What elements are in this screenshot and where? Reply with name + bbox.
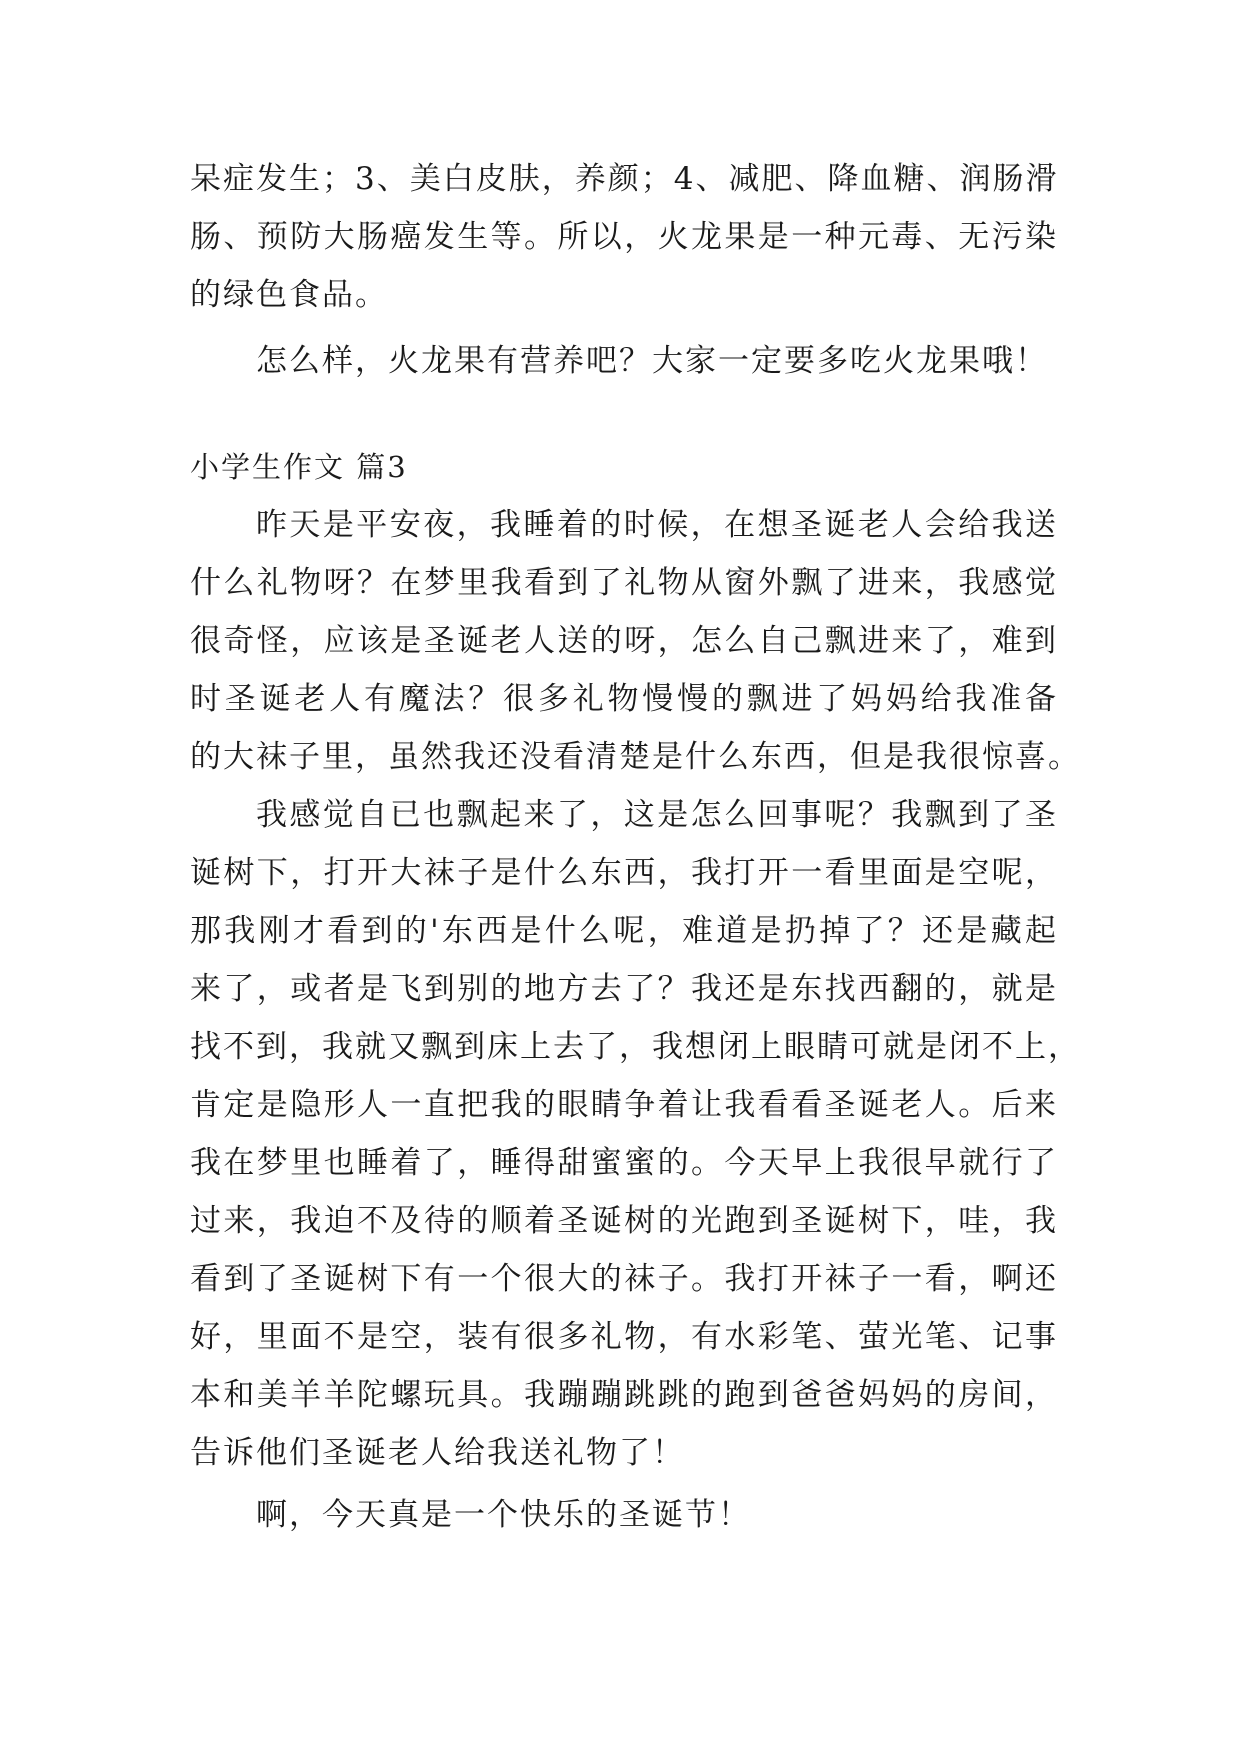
text-line: 诞树下，打开大袜子是什么东西，我打开一看里面是空呢， — [190, 855, 1058, 891]
text-line: 本和美羊羊陀螺玩具。我蹦蹦跳跳的跑到爸爸妈妈的房间， — [190, 1377, 1058, 1413]
text-line: 的大袜子里，虽然我还没看清楚是什么东西，但是我很惊喜。 — [190, 739, 1081, 775]
text-line: 好，里面不是空，装有很多礼物，有水彩笔、萤光笔、记事 — [190, 1319, 1058, 1355]
text-line: 告诉他们圣诞老人给我送礼物了！ — [190, 1435, 685, 1471]
text-line: 什么礼物呀？在梦里我看到了礼物从窗外飘了进来，我感觉 — [190, 565, 1058, 601]
text-line: 的绿色食品。 — [190, 277, 388, 313]
text-line: 找不到，我就又飘到床上去了，我想闭上眼睛可就是闭不上， — [190, 1029, 1081, 1065]
text-line: 我在梦里也睡着了，睡得甜蜜蜜的。今天早上我很早就行了 — [190, 1145, 1058, 1181]
text-line: 很奇怪，应该是圣诞老人送的呀，怎么自己飘进来了，难到 — [190, 623, 1058, 659]
document-body — [190, 150, 1081, 1544]
text-line: 来了，或者是飞到别的地方去了？我还是东找西翻的，就是 — [190, 971, 1058, 1007]
paragraph-top — [190, 150, 1058, 324]
text-line: 昨天是平安夜，我睡着的时候，在想圣诞老人会给我送 — [256, 507, 1058, 543]
text-line: 过来，我迫不及待的顺着圣诞树的光跑到圣诞树下，哇，我 — [190, 1203, 1058, 1239]
paragraph-2 — [190, 786, 1081, 1482]
paragraph-3 — [190, 1486, 1058, 1544]
paragraph-1 — [190, 496, 1081, 786]
text-line: 啊，今天真是一个快乐的圣诞节！ — [256, 1497, 751, 1533]
text-line: 呆症发生；3、美白皮肤，养颜；4、减肥、降血糖、润肠滑 — [190, 161, 1059, 197]
text-line: 怎么样，火龙果有营养吧？大家一定要多吃火龙果哦！ — [256, 343, 1048, 379]
paragraph-conclusion — [190, 332, 1058, 390]
text-line: 我感觉自已也飘起来了，这是怎么回事呢？我飘到了圣 — [256, 797, 1058, 833]
text-line: 那我刚才看到的'东西是什么呢，难道是扔掉了？还是藏起 — [190, 913, 1058, 949]
text-line: 肠、预防大肠癌发生等。所以，火龙果是一种元毒、无污染 — [190, 219, 1058, 255]
text-line: 肯定是隐形人一直把我的眼睛争着让我看看圣诞老人。后来 — [190, 1087, 1058, 1123]
text-line: 看到了圣诞树下有一个很大的袜子。我打开袜子一看，啊还 — [190, 1261, 1058, 1297]
section-heading: 小学生作文 篇3 — [190, 450, 408, 484]
text-line: 时圣诞老人有魔法？很多礼物慢慢的飘进了妈妈给我准备 — [190, 681, 1058, 717]
